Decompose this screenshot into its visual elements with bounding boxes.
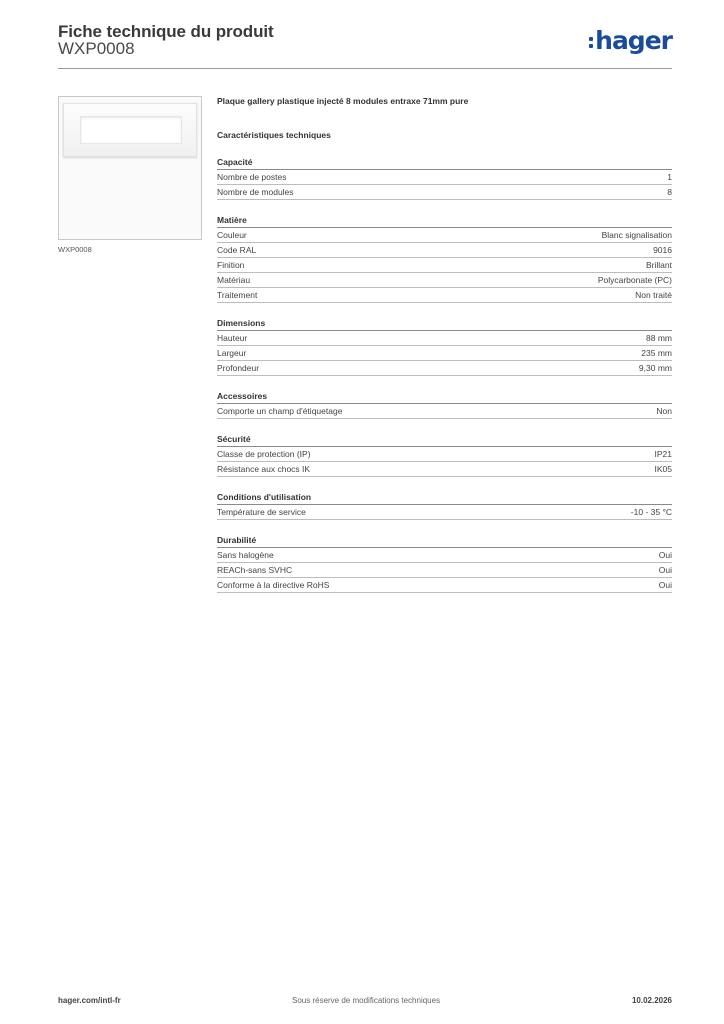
plate-window [80,116,182,144]
spec-label: Profondeur [217,363,260,373]
spec-value: Oui [658,565,672,575]
spec-sections [217,156,672,593]
spec-label: Finition [217,260,245,270]
spec-value: Polycarbonate (PC) [597,275,672,285]
spec-value: 9016 [653,245,672,255]
product-image [58,96,202,240]
spec-label: Nombre de postes [217,172,287,182]
spec-section [217,534,672,593]
spec-section [217,390,672,419]
spec-row [217,578,672,593]
spec-value: 1 [667,172,672,182]
spec-value: 8 [667,187,672,197]
spec-label: Code RAL [217,245,257,255]
logo-dots-icon [589,37,593,48]
section-title: Capacité [217,156,672,170]
spec-row [217,346,672,361]
spec-label: Sans halogène [217,550,274,560]
section-title: Durabilité [217,534,672,548]
spec-label: Largeur [217,348,247,358]
spec-row [217,170,672,185]
spec-section [217,317,672,376]
spec-value: Brillant [646,260,672,270]
header-divider [58,68,672,69]
document-title: Fiche technique du produit [58,22,274,41]
spec-value: IP21 [654,449,672,459]
spec-content [217,96,672,593]
spec-row [217,288,672,303]
spec-value: 235 mm [641,348,672,358]
spec-row [217,505,672,520]
spec-value: 88 mm [646,333,672,343]
spec-value: Oui [658,580,672,590]
spec-section [217,433,672,477]
spec-row [217,331,672,346]
spec-value: IK05 [654,464,672,474]
spec-label: Traitement [217,290,258,300]
spec-label: Température de service [217,507,306,517]
spec-section [217,156,672,200]
section-title: Accessoires [217,390,672,404]
spec-label: Hauteur [217,333,248,343]
logo-text: hager [595,26,672,55]
spec-label: Conforme à la directive RoHS [217,580,330,590]
spec-section [217,214,672,303]
section-title: Conditions d'utilisation [217,491,672,505]
spec-row [217,462,672,477]
section-title: Sécurité [217,433,672,447]
spec-label: Couleur [217,230,247,240]
spec-row [217,447,672,462]
spec-row [217,228,672,243]
spec-value: Non traité [635,290,672,300]
spec-row [217,258,672,273]
spec-row [217,548,672,563]
spec-label: Classe de protection (IP) [217,449,311,459]
spec-label: Matériau [217,275,251,285]
spec-row [217,361,672,376]
hager-logo [589,26,672,55]
spec-label: Comporte un champ d'étiquetage [217,406,343,416]
spec-value: Non [656,406,672,416]
spec-label: Résistance aux chocs IK [217,464,311,474]
product-name: Plaque gallery plastique injecté 8 modules entraxe 71mm pure [217,96,469,106]
section-title: Dimensions [217,317,672,331]
plate-illustration [63,103,197,157]
spec-section [217,491,672,520]
spec-row [217,243,672,258]
spec-value: Oui [658,550,672,560]
specs-title: Caractéristiques techniques [217,130,331,140]
product-reference: WXP0008 [58,39,135,58]
spec-row [217,273,672,288]
spec-row [217,404,672,419]
spec-label: Nombre de modules [217,187,294,197]
image-caption: WXP0008 [58,245,92,254]
spec-value: -10 - 35 °C [630,507,672,517]
footer-notice: Sous réserve de modifications techniques [292,996,441,1005]
page-header [58,20,672,68]
spec-value: Blanc signalisation [601,230,672,240]
footer-date: 10.02.2026 [631,996,672,1005]
spec-row [217,563,672,578]
section-title: Matière [217,214,672,228]
spec-value: 9,30 mm [638,363,672,373]
spec-row [217,185,672,200]
spec-label: REACh-sans SVHC [217,565,293,575]
footer-website[interactable]: hager.com/intl-fr [58,996,121,1005]
